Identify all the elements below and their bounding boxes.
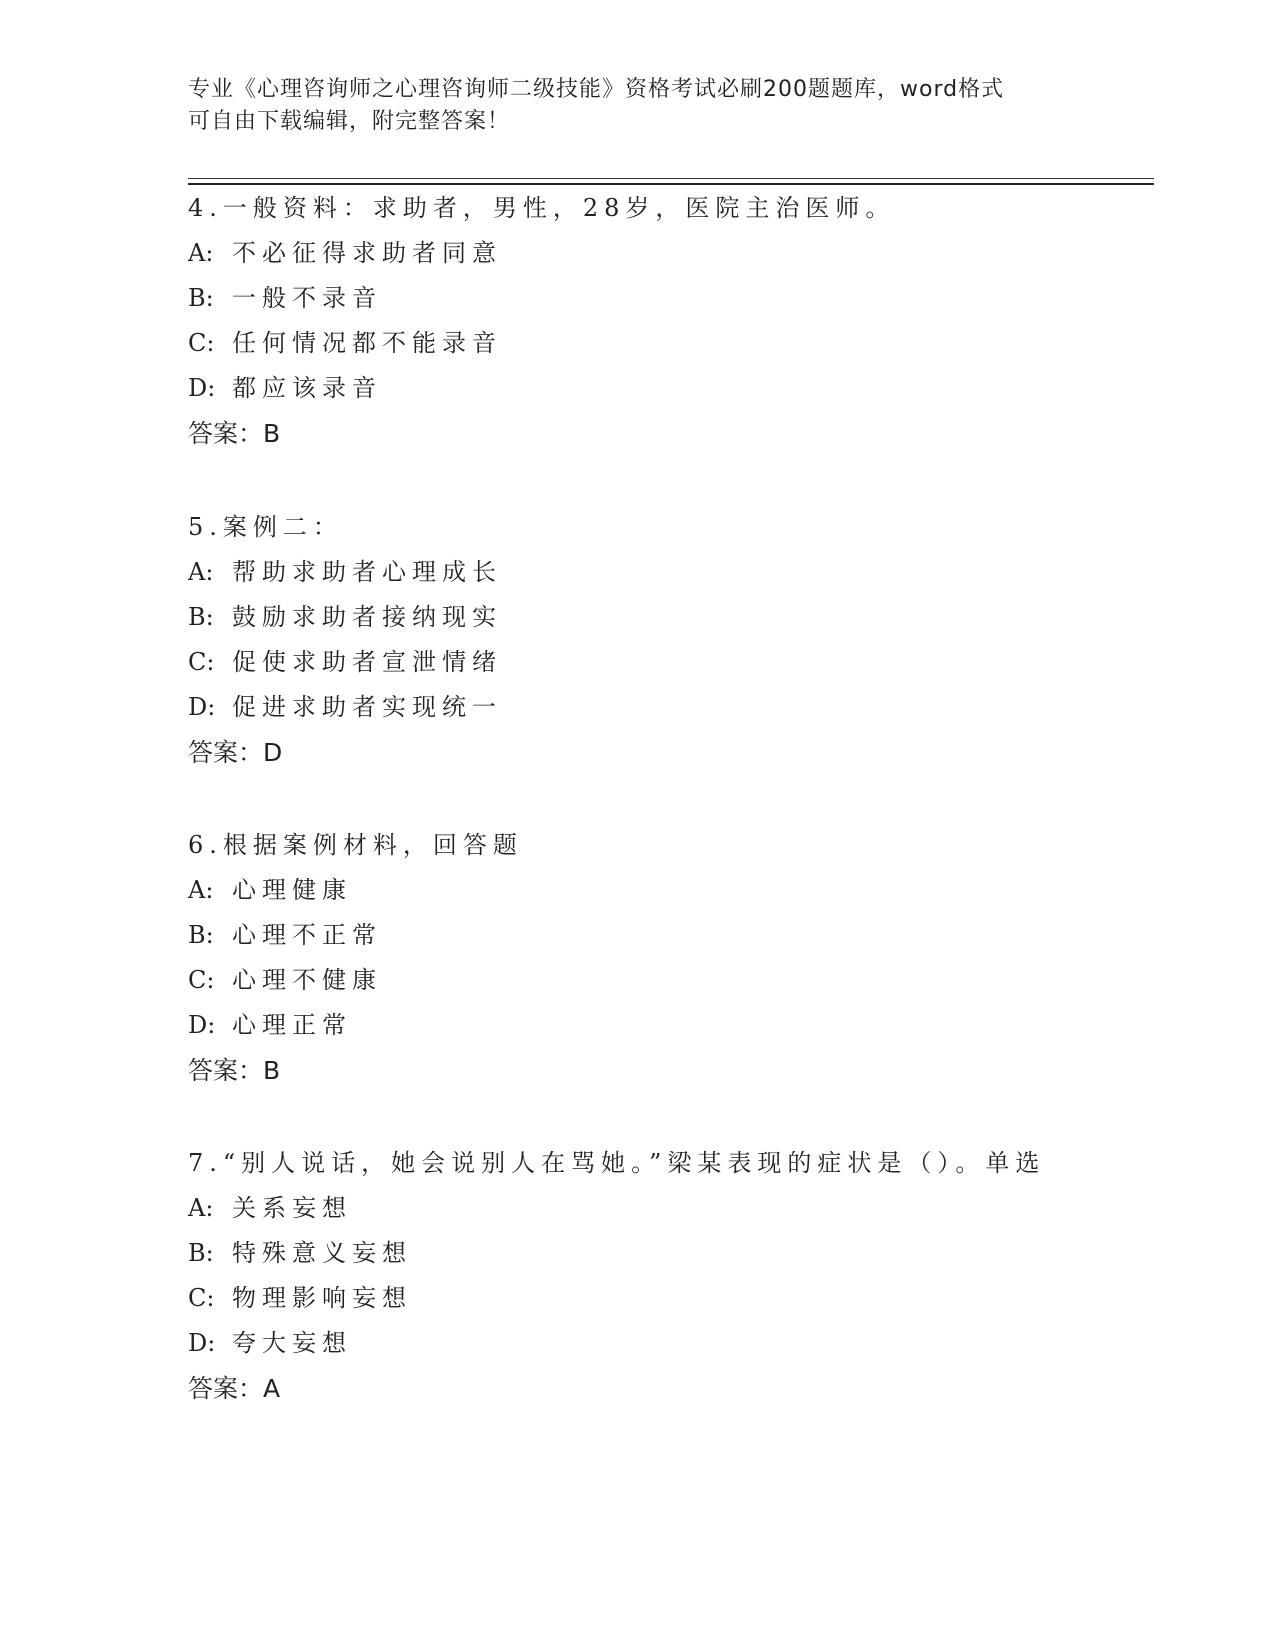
header-title-line-1: 专业《心理咨询师之心理咨询师二级技能》资格考试必刷200题题库，word格式 xyxy=(188,77,1005,102)
answer-value: B xyxy=(263,1056,281,1085)
option-text: 关系妄想 xyxy=(232,1194,352,1222)
option-text: 一般不录音 xyxy=(232,284,382,312)
question-stem: 4.一般资料：求助者，男性，28岁，医院主治医师。 xyxy=(188,194,896,222)
option-text: 特殊意义妄想 xyxy=(232,1239,412,1267)
option-text: 促进求助者实现统一 xyxy=(232,693,502,721)
question-item xyxy=(188,505,1128,776)
option-b xyxy=(188,595,1128,640)
option-text: 帮助求助者心理成长 xyxy=(232,558,502,586)
answer-label: 答案： xyxy=(188,738,264,767)
option-a xyxy=(188,1186,1128,1231)
option-key: C: xyxy=(188,329,215,357)
option-d xyxy=(188,1321,1128,1366)
option-key: C: xyxy=(188,648,215,676)
answer-line xyxy=(188,730,1128,776)
answer-label: 答案： xyxy=(188,1374,264,1403)
answer-line xyxy=(188,1048,1128,1094)
answer-line xyxy=(188,1366,1128,1412)
answer-label: 答案： xyxy=(188,419,264,448)
question-item xyxy=(188,823,1128,1094)
option-b xyxy=(188,1231,1128,1276)
option-b xyxy=(188,913,1128,958)
option-key: C: xyxy=(188,966,215,994)
option-key: D: xyxy=(188,1011,216,1039)
option-text: 不必征得求助者同意 xyxy=(232,239,502,267)
option-c xyxy=(188,640,1128,685)
option-key: D: xyxy=(188,693,216,721)
option-text: 夸大妄想 xyxy=(232,1329,352,1357)
option-key: B: xyxy=(188,284,214,312)
option-c xyxy=(188,321,1128,366)
option-c xyxy=(188,1276,1128,1321)
option-key: A: xyxy=(188,239,214,267)
header-divider-thin xyxy=(188,178,1154,179)
option-key: B: xyxy=(188,921,214,949)
option-a xyxy=(188,231,1128,276)
document-header xyxy=(188,74,1068,138)
option-key: A: xyxy=(188,876,214,904)
option-key: D: xyxy=(188,374,216,402)
option-text: 心理健康 xyxy=(232,876,352,904)
answer-label: 答案： xyxy=(188,1056,264,1085)
header-divider-thick xyxy=(188,183,1154,185)
option-key: B: xyxy=(188,1239,214,1267)
option-a xyxy=(188,550,1128,595)
option-text: 心理不健康 xyxy=(232,966,382,994)
answer-value: D xyxy=(263,738,283,767)
option-key: A: xyxy=(188,1194,214,1222)
option-text: 鼓励求助者接纳现实 xyxy=(232,603,502,631)
option-text: 心理正常 xyxy=(232,1011,352,1039)
answer-value: A xyxy=(263,1374,281,1403)
option-b xyxy=(188,276,1128,321)
question-stem: 7.“别人说话，她会说别人在骂她。”梁某表现的症状是（）。单选 xyxy=(188,1149,1046,1177)
option-d xyxy=(188,1003,1128,1048)
option-text: 物理影响妄想 xyxy=(232,1284,412,1312)
answer-value: B xyxy=(263,419,281,448)
question-stem: 6.根据案例材料，回答题 xyxy=(188,831,523,859)
option-a xyxy=(188,868,1128,913)
option-text: 任何情况都不能录音 xyxy=(232,329,502,357)
question-item xyxy=(188,1141,1128,1412)
option-text: 都应该录音 xyxy=(232,374,382,402)
option-text: 心理不正常 xyxy=(232,921,382,949)
option-key: A: xyxy=(188,558,214,586)
question-stem: 5.案例二： xyxy=(188,513,343,541)
option-key: D: xyxy=(188,1329,216,1357)
option-d xyxy=(188,685,1128,730)
header-title-line-2: 可自由下载编辑，附完整答案！ xyxy=(188,109,511,134)
answer-line xyxy=(188,411,1128,457)
question-item xyxy=(188,186,1128,457)
option-key: B: xyxy=(188,603,214,631)
option-text: 促使求助者宣泄情绪 xyxy=(232,648,502,676)
option-d xyxy=(188,366,1128,411)
option-key: C: xyxy=(188,1284,215,1312)
option-c xyxy=(188,958,1128,1003)
